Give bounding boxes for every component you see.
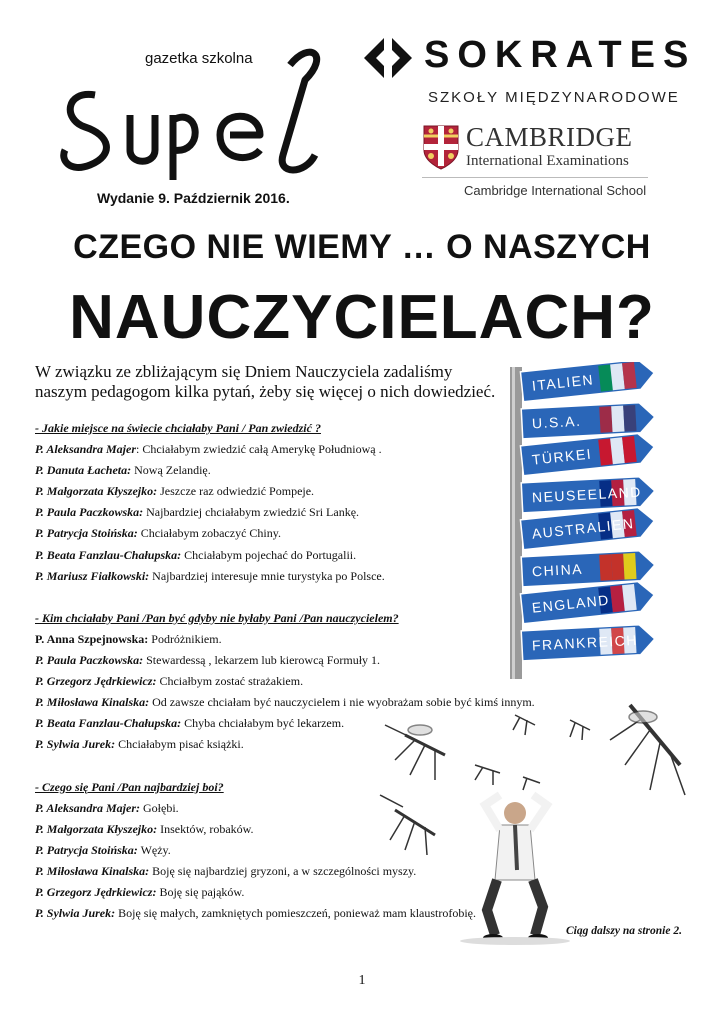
teacher-name: P. Sylwia Jurek: bbox=[35, 906, 116, 921]
answer-row bbox=[35, 629, 575, 650]
answer-text: Gołębi. bbox=[140, 800, 179, 815]
sign-italien bbox=[520, 362, 655, 402]
answer-text: Chciałbym zostać strażakiem. bbox=[156, 674, 304, 689]
cambridge-logo bbox=[420, 122, 650, 202]
sokrates-emblem-icon bbox=[362, 36, 414, 80]
answer-row bbox=[35, 523, 575, 544]
answer-text: : Chciałabym zwiedzić całą Amerykę Południową . bbox=[136, 442, 382, 457]
mosquito-icon bbox=[380, 705, 685, 855]
continued-note: Ciąg dalszy na stronie 2. bbox=[566, 925, 682, 937]
answer-row bbox=[35, 502, 575, 523]
question-2: - Kim chciałaby Pani /Pan być gdyby nie byłaby Pani /Pan nauczycielem? bbox=[35, 610, 399, 625]
answer-text: Węży. bbox=[137, 842, 171, 857]
sign-label: ENGLAND bbox=[531, 591, 611, 616]
question-1: - Jakie miejsce na świecie chciałaby Pani / Pan zwiedzić ? bbox=[35, 421, 321, 435]
cambridge-school: Cambridge International School bbox=[464, 183, 647, 198]
sign-label: ITALIEN bbox=[531, 371, 595, 394]
answer-text: Chciałabym pisać książki. bbox=[115, 737, 244, 752]
answer-text: Chciałabym zobaczyć Chiny. bbox=[137, 526, 281, 541]
answer-text: Boję się małych, zamkniętych pomieszczeń, ponieważ mam klaustrofobię. bbox=[115, 906, 477, 921]
sokrates-subtitle: SZKOŁY MIĘDZYNARODOWE bbox=[428, 89, 680, 106]
mosquito-illustration bbox=[375, 695, 695, 945]
teacher-name: P. Paula Paczkowska: bbox=[35, 653, 144, 668]
answer-text: Jeszcze raz odwiedzić Pompeje. bbox=[157, 484, 315, 499]
teacher-name: P. Małgorzata Kłyszejko: bbox=[35, 821, 158, 836]
answer-text: Chyba chciałabym być lekarzem. bbox=[181, 716, 345, 731]
sign-frankreich bbox=[521, 624, 655, 661]
answer-row bbox=[35, 566, 575, 587]
sokrates-logo bbox=[362, 34, 697, 114]
intro-line-2: naszym pedagogom kilka pytań, żeby się więcej o nich dowiedzieć. bbox=[35, 382, 496, 401]
answer-row bbox=[35, 439, 575, 460]
answer-row bbox=[35, 460, 575, 481]
answer-text: Od zawsze chciałam być nauczycielem i nie wyobrażam sobie być kimś innym. bbox=[149, 695, 535, 710]
answer-text: Najbardziej interesuje mnie turystyka po Polsce. bbox=[149, 568, 385, 583]
teacher-name: P. Patrycja Stoińska: bbox=[35, 842, 138, 857]
sign-label: NEUSEELAND bbox=[531, 483, 643, 506]
teacher-name: P. Danuta Łacheta: bbox=[35, 463, 132, 478]
teacher-name: P. Aleksandra Majer bbox=[35, 442, 137, 457]
headline-line-2: NAUCZYCIELACH? bbox=[69, 283, 655, 352]
sign-label: U.S.A. bbox=[531, 412, 582, 432]
answer-row bbox=[35, 545, 575, 566]
signpost-illustration bbox=[500, 362, 665, 682]
answer-row bbox=[35, 481, 575, 502]
question-3: - Czego się Pani /Pan najbardziej boi? bbox=[35, 779, 224, 794]
answer-text: Chciałabym pojechać do Portugalii. bbox=[181, 547, 357, 562]
sign-label: CHINA bbox=[531, 560, 584, 580]
answer-text: Stewardessą , lekarzem lub kierowcą Formuły 1. bbox=[143, 653, 381, 668]
answer-row bbox=[35, 650, 575, 671]
teacher-name: P. Małgorzata Kłyszejko: bbox=[35, 484, 158, 499]
edition-label: Wydanie 9. Październik 2016. bbox=[97, 190, 290, 206]
teacher-name: P. Paula Paczkowska: bbox=[35, 505, 144, 520]
sign-label: AUSTRALIEN bbox=[531, 515, 636, 542]
teacher-name: P. Patrycja Stoińska: bbox=[35, 526, 138, 541]
teacher-name: P. Grzegorz Jędrkiewicz: bbox=[35, 885, 157, 900]
headline-line-1: CZEGO NIE WIEMY … O NASZYCH bbox=[73, 228, 651, 266]
answer-text: Podróżnikiem. bbox=[148, 631, 222, 646]
answer-text: Boję się najbardziej gryzoni, a w szczególności myszy. bbox=[149, 863, 417, 878]
intro-line-1: W związku ze zbliżającym się Dniem Nauczyciela zadaliśmy bbox=[35, 362, 453, 381]
page-number: 1 bbox=[358, 973, 366, 988]
teacher-name: P. Beata Fanzlau-Chałupska: bbox=[35, 716, 182, 731]
scared-man-icon bbox=[460, 795, 570, 945]
sign-label: TÜRKEI bbox=[531, 445, 593, 468]
teacher-name: P. Miłosława Kinalska: bbox=[35, 863, 150, 878]
answer-text: Insektów, robaków. bbox=[157, 821, 254, 836]
newsletter-subtitle: gazetka szkolna bbox=[145, 50, 253, 67]
teacher-name: P. Mariusz Fiałkowski: bbox=[35, 568, 150, 583]
cambridge-subtitle: International Examinations bbox=[466, 153, 629, 169]
cambridge-crest-icon bbox=[422, 124, 460, 170]
answer-row bbox=[35, 671, 575, 692]
answer-text: Boję się pająków. bbox=[156, 885, 245, 900]
intro-paragraph bbox=[35, 362, 505, 402]
answer-text: Nową Zelandię. bbox=[131, 463, 211, 478]
answer-text: Najbardziej chciałabym zwiedzić Sri Lankę. bbox=[143, 505, 360, 520]
teacher-name: P. Miłosława Kinalska: bbox=[35, 695, 150, 710]
masthead bbox=[55, 30, 345, 210]
sign-label: FRANKREICH bbox=[531, 631, 639, 654]
teacher-name: P. Grzegorz Jędrkiewicz: bbox=[35, 674, 157, 689]
teacher-name: P. Anna Szpejnowska: bbox=[35, 631, 149, 646]
teacher-name: P. Aleksandra Majer: bbox=[35, 800, 141, 815]
teacher-name: P. Sylwia Jurek: bbox=[35, 737, 116, 752]
teacher-name: P. Beata Fanzlau-Chałupska: bbox=[35, 547, 182, 562]
cambridge-divider bbox=[422, 177, 648, 178]
sokrates-name: SOKRATES bbox=[424, 34, 697, 76]
cambridge-name: CAMBRIDGE bbox=[466, 122, 633, 152]
